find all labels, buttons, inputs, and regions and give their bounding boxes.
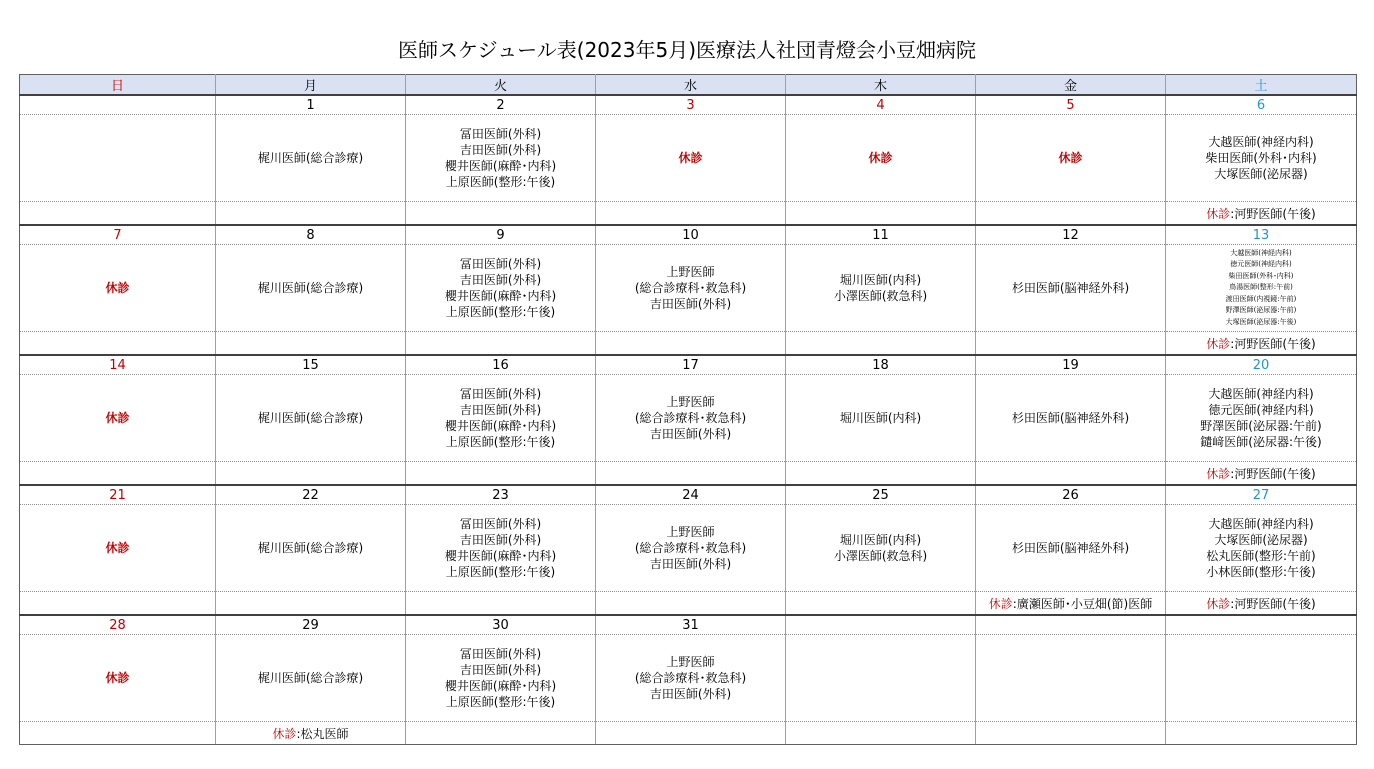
note-text: :河野医師(午後): [1230, 336, 1316, 351]
note-cell: [20, 202, 216, 226]
doctor-entry: (総合診療科･救急科): [634, 411, 747, 425]
note-cell: [786, 722, 976, 745]
note-cell: [596, 332, 786, 356]
note-cell: [976, 462, 1166, 486]
date-cell: 20: [1166, 355, 1357, 375]
doctor-entry: 大塚医師(泌尿器): [1214, 167, 1308, 181]
weekday-friday: 金: [976, 75, 1166, 96]
day-schedule-cell: [216, 505, 406, 592]
doctor-entry: 大越医師(神経内科): [1208, 517, 1314, 531]
closed-label: 休診: [678, 151, 703, 165]
doctor-entry: 梶川医師(総合診療): [257, 541, 364, 555]
date-row: [20, 615, 1357, 635]
day-schedule-cell: [20, 635, 216, 722]
doctor-entry: 梶川医師(総合診療): [257, 151, 364, 165]
doctor-entry: 上野医師: [666, 655, 715, 669]
day-schedule-cell: [976, 505, 1166, 592]
day-schedule-cell: [976, 375, 1166, 462]
weekday-sunday: 日: [20, 75, 216, 96]
doctor-entry: 櫻井医師(麻酔･内科): [444, 159, 557, 173]
doctor-entry: 吉田医師(外科): [459, 403, 542, 417]
doctor-entry: 大越医師(神経内科): [1230, 248, 1292, 257]
day-schedule-cell: [596, 635, 786, 722]
day-schedule-cell: [976, 245, 1166, 332]
doctor-entry: 大塚医師(泌尿器:午後): [1225, 317, 1297, 326]
note-cell: [406, 462, 596, 486]
note-cell: [406, 332, 596, 356]
note-cell: [216, 332, 406, 356]
note-cell: [216, 462, 406, 486]
date-cell: 13: [1166, 225, 1357, 245]
date-cell: 9: [406, 225, 596, 245]
date-cell: 23: [406, 485, 596, 505]
note-row: [20, 592, 1357, 616]
day-schedule-cell: [1166, 115, 1357, 202]
note-cell: [1166, 462, 1357, 486]
day-schedule-cell: [406, 635, 596, 722]
date-cell: 6: [1166, 95, 1357, 115]
weekday-tuesday: 火: [406, 75, 596, 96]
doctor-entry: 吉田医師(外科): [649, 297, 732, 311]
date-cell: 1: [216, 95, 406, 115]
doctor-entry: 小澤医師(救急科): [833, 549, 928, 563]
day-schedule-cell: [216, 375, 406, 462]
doctor-entry: 鳥湯医師(整形:午前): [1229, 283, 1293, 292]
day-schedule-cell: [596, 375, 786, 462]
doctor-entry: 冨田医師(外科): [459, 517, 542, 531]
date-cell: 30: [406, 615, 596, 635]
day-schedule-cell: [406, 115, 596, 202]
doctor-entry: 吉田医師(外科): [649, 427, 732, 441]
note-cell: [406, 202, 596, 226]
closed-label: 休診: [105, 671, 130, 685]
date-cell: 7: [20, 225, 216, 245]
weekday-saturday: 土: [1166, 75, 1357, 96]
doctor-entry: 徳元医師(神経内科): [1230, 260, 1292, 269]
note-cell: [786, 462, 976, 486]
note-text: :廣瀬医師･小豆畑(節)医師: [1012, 596, 1153, 611]
date-cell: 15: [216, 355, 406, 375]
date-cell: 3: [596, 95, 786, 115]
doctor-entry: 櫻井医師(麻酔･内科): [444, 289, 557, 303]
date-cell: 10: [596, 225, 786, 245]
day-schedule-cell: [786, 375, 976, 462]
doctor-entry: 上野医師: [666, 265, 715, 279]
doctor-entry: 杉田医師(脳神経外科): [1011, 281, 1130, 295]
note-cell: [20, 592, 216, 616]
doctor-entry: 梶川医師(総合診療): [257, 281, 364, 295]
day-schedule-cell: [976, 635, 1166, 722]
date-cell: 31: [596, 615, 786, 635]
note-cell: [406, 592, 596, 616]
doctor-entry: 松丸医師(整形:午前): [1206, 549, 1316, 563]
note-row: [20, 332, 1357, 356]
page-title: 医師スケジュール表(2023年5月)医療法人社団青燈会小豆畑病院: [397, 38, 977, 62]
schedule-row: [20, 635, 1357, 722]
weekday-wednesday: 水: [596, 75, 786, 96]
doctor-entry: 冨田医師(外科): [459, 127, 542, 141]
note-cell: [20, 722, 216, 745]
day-schedule-cell: [1166, 375, 1357, 462]
date-cell: 4: [786, 95, 976, 115]
doctor-entry: 野澤医師(泌尿器:午前): [1200, 419, 1322, 433]
schedule-row: [20, 115, 1357, 202]
note-cell: [406, 722, 596, 745]
date-row: [20, 95, 1357, 115]
note-cell: [596, 722, 786, 745]
day-schedule-cell: [786, 635, 976, 722]
day-schedule-cell: [406, 375, 596, 462]
doctor-entry: 吉田医師(外科): [459, 663, 542, 677]
note-closed-label: 休診: [272, 726, 297, 741]
schedule-row: [20, 505, 1357, 592]
note-cell: [20, 462, 216, 486]
date-cell: 18: [786, 355, 976, 375]
date-cell: 14: [20, 355, 216, 375]
date-cell: [1166, 615, 1357, 635]
doctor-entry: (総合診療科･救急科): [634, 671, 747, 685]
date-cell: 25: [786, 485, 976, 505]
date-cell: 17: [596, 355, 786, 375]
closed-label: 休診: [105, 541, 130, 555]
date-cell: 28: [20, 615, 216, 635]
day-schedule-cell: [216, 115, 406, 202]
doctor-entry: 上原医師(整形:午後): [445, 695, 556, 709]
doctor-entry: 冨田医師(外科): [459, 647, 542, 661]
note-text: :河野医師(午後): [1230, 206, 1316, 221]
doctor-entry: 梶川医師(総合診療): [257, 671, 364, 685]
note-cell: [976, 202, 1166, 226]
closed-label: 休診: [105, 411, 130, 425]
closed-label: 休診: [868, 151, 893, 165]
day-schedule-cell: [216, 245, 406, 332]
note-cell: [1166, 722, 1357, 745]
day-schedule-cell: [1166, 505, 1357, 592]
note-closed-label: 休診: [1206, 336, 1231, 351]
date-cell: 11: [786, 225, 976, 245]
closed-label: 休診: [105, 281, 130, 295]
doctor-entry: 櫻井医師(麻酔･内科): [444, 419, 557, 433]
date-cell: [786, 615, 976, 635]
note-cell: [216, 592, 406, 616]
day-schedule-cell: [786, 505, 976, 592]
calendar-body: [20, 95, 1357, 745]
date-cell: 26: [976, 485, 1166, 505]
doctor-entry: 冨田医師(外科): [459, 387, 542, 401]
doctor-entry: 上野医師: [666, 525, 715, 539]
note-cell: [596, 202, 786, 226]
date-cell: 12: [976, 225, 1166, 245]
date-cell: 27: [1166, 485, 1357, 505]
doctor-entry: 吉田医師(外科): [459, 143, 542, 157]
day-schedule-cell: [20, 375, 216, 462]
doctor-entry: 柴田医師(外科･内科): [1205, 151, 1317, 165]
note-cell: [976, 592, 1166, 616]
doctor-entry: 堀川医師(内科): [839, 533, 922, 547]
doctor-entry: 櫻井医師(麻酔･内科): [444, 679, 557, 693]
day-schedule-cell: [406, 505, 596, 592]
doctor-entry: 堀川医師(内科): [839, 411, 922, 425]
date-row: [20, 485, 1357, 505]
doctor-entry: 櫻井医師(麻酔･内科): [444, 549, 557, 563]
doctor-entry: 冨田医師(外科): [459, 257, 542, 271]
doctor-entry: 吉田医師(外科): [649, 687, 732, 701]
doctor-entry: 杉田医師(脳神経外科): [1011, 411, 1130, 425]
doctor-entry: 小澤医師(救急科): [833, 289, 928, 303]
schedule-row: [20, 245, 1357, 332]
doctor-entry: 上原医師(整形:午後): [445, 565, 556, 579]
day-schedule-cell: [1166, 245, 1357, 332]
schedule-row: [20, 375, 1357, 462]
date-cell: 29: [216, 615, 406, 635]
date-cell: 16: [406, 355, 596, 375]
note-closed-label: 休診: [988, 596, 1013, 611]
date-cell: 19: [976, 355, 1166, 375]
doctor-entry: 上原医師(整形:午後): [445, 435, 556, 449]
note-cell: [1166, 332, 1357, 356]
doctor-entry: 上原医師(整形:午後): [445, 175, 556, 189]
note-closed-label: 休診: [1206, 466, 1231, 481]
note-row: [20, 462, 1357, 486]
weekday-monday: 月: [216, 75, 406, 96]
day-schedule-cell: [20, 115, 216, 202]
day-schedule-cell: [406, 245, 596, 332]
doctor-entry: 吉田医師(外科): [649, 557, 732, 571]
date-cell: 24: [596, 485, 786, 505]
doctor-entry: 上原医師(整形:午後): [445, 305, 556, 319]
date-cell: 5: [976, 95, 1166, 115]
doctor-entry: 柴田医師(外科･内科): [1228, 271, 1294, 280]
date-row: [20, 355, 1357, 375]
weekday-header-row: [20, 75, 1357, 96]
note-cell: [1166, 592, 1357, 616]
doctor-entry: 堀川医師(内科): [839, 273, 922, 287]
doctor-entry: 大越医師(神経内科): [1208, 387, 1314, 401]
doctor-entry: 徳元医師(神経内科): [1208, 403, 1314, 417]
note-closed-label: 休診: [1206, 206, 1231, 221]
note-cell: [786, 202, 976, 226]
date-row: [20, 225, 1357, 245]
note-cell: [786, 332, 976, 356]
schedule-table: [19, 74, 1357, 745]
note-cell: [596, 462, 786, 486]
closed-label: 休診: [1058, 151, 1083, 165]
doctor-entry: 野澤医師(泌尿器:午前): [1225, 306, 1297, 315]
doctor-entry: 梶川医師(総合診療): [257, 411, 364, 425]
doctor-entry: 杉田医師(脳神経外科): [1011, 541, 1130, 555]
day-schedule-cell: [596, 505, 786, 592]
doctor-entry: 大塚医師(泌尿器): [1214, 533, 1308, 547]
note-closed-label: 休診: [1206, 596, 1231, 611]
note-row: [20, 202, 1357, 226]
doctor-entry: (総合診療科･救急科): [634, 541, 747, 555]
weekday-thursday: 木: [786, 75, 976, 96]
note-cell: [976, 332, 1166, 356]
date-cell: [20, 95, 216, 115]
date-cell: 8: [216, 225, 406, 245]
doctor-entry: 大越医師(神経内科): [1208, 135, 1314, 149]
note-cell: [216, 722, 406, 745]
note-cell: [786, 592, 976, 616]
doctor-entry: 上野医師: [666, 395, 715, 409]
doctor-entry: 鑓﨑医師(泌尿器:午後): [1200, 435, 1322, 449]
day-schedule-cell: [596, 115, 786, 202]
doctor-entry: 吉田医師(外科): [459, 273, 542, 287]
note-text: :河野医師(午後): [1230, 596, 1316, 611]
note-cell: [596, 592, 786, 616]
day-schedule-cell: [976, 115, 1166, 202]
note-text: :河野医師(午後): [1230, 466, 1316, 481]
date-cell: 22: [216, 485, 406, 505]
date-cell: 2: [406, 95, 596, 115]
note-cell: [20, 332, 216, 356]
note-cell: [976, 722, 1166, 745]
doctor-entry: 小林医師(整形:午後): [1206, 565, 1316, 579]
day-schedule-cell: [216, 635, 406, 722]
day-schedule-cell: [1166, 635, 1357, 722]
note-row: [20, 722, 1357, 745]
day-schedule-cell: [786, 115, 976, 202]
day-schedule-cell: [786, 245, 976, 332]
doctor-entry: 渡田医師(内視鏡:午前): [1225, 294, 1297, 303]
note-cell: [216, 202, 406, 226]
day-schedule-cell: [20, 245, 216, 332]
date-cell: [976, 615, 1166, 635]
note-text: :松丸医師: [296, 726, 349, 741]
day-schedule-cell: [20, 505, 216, 592]
doctor-entry: (総合診療科･救急科): [634, 281, 747, 295]
day-schedule-cell: [596, 245, 786, 332]
note-cell: [1166, 202, 1357, 226]
doctor-entry: 吉田医師(外科): [459, 533, 542, 547]
date-cell: 21: [20, 485, 216, 505]
